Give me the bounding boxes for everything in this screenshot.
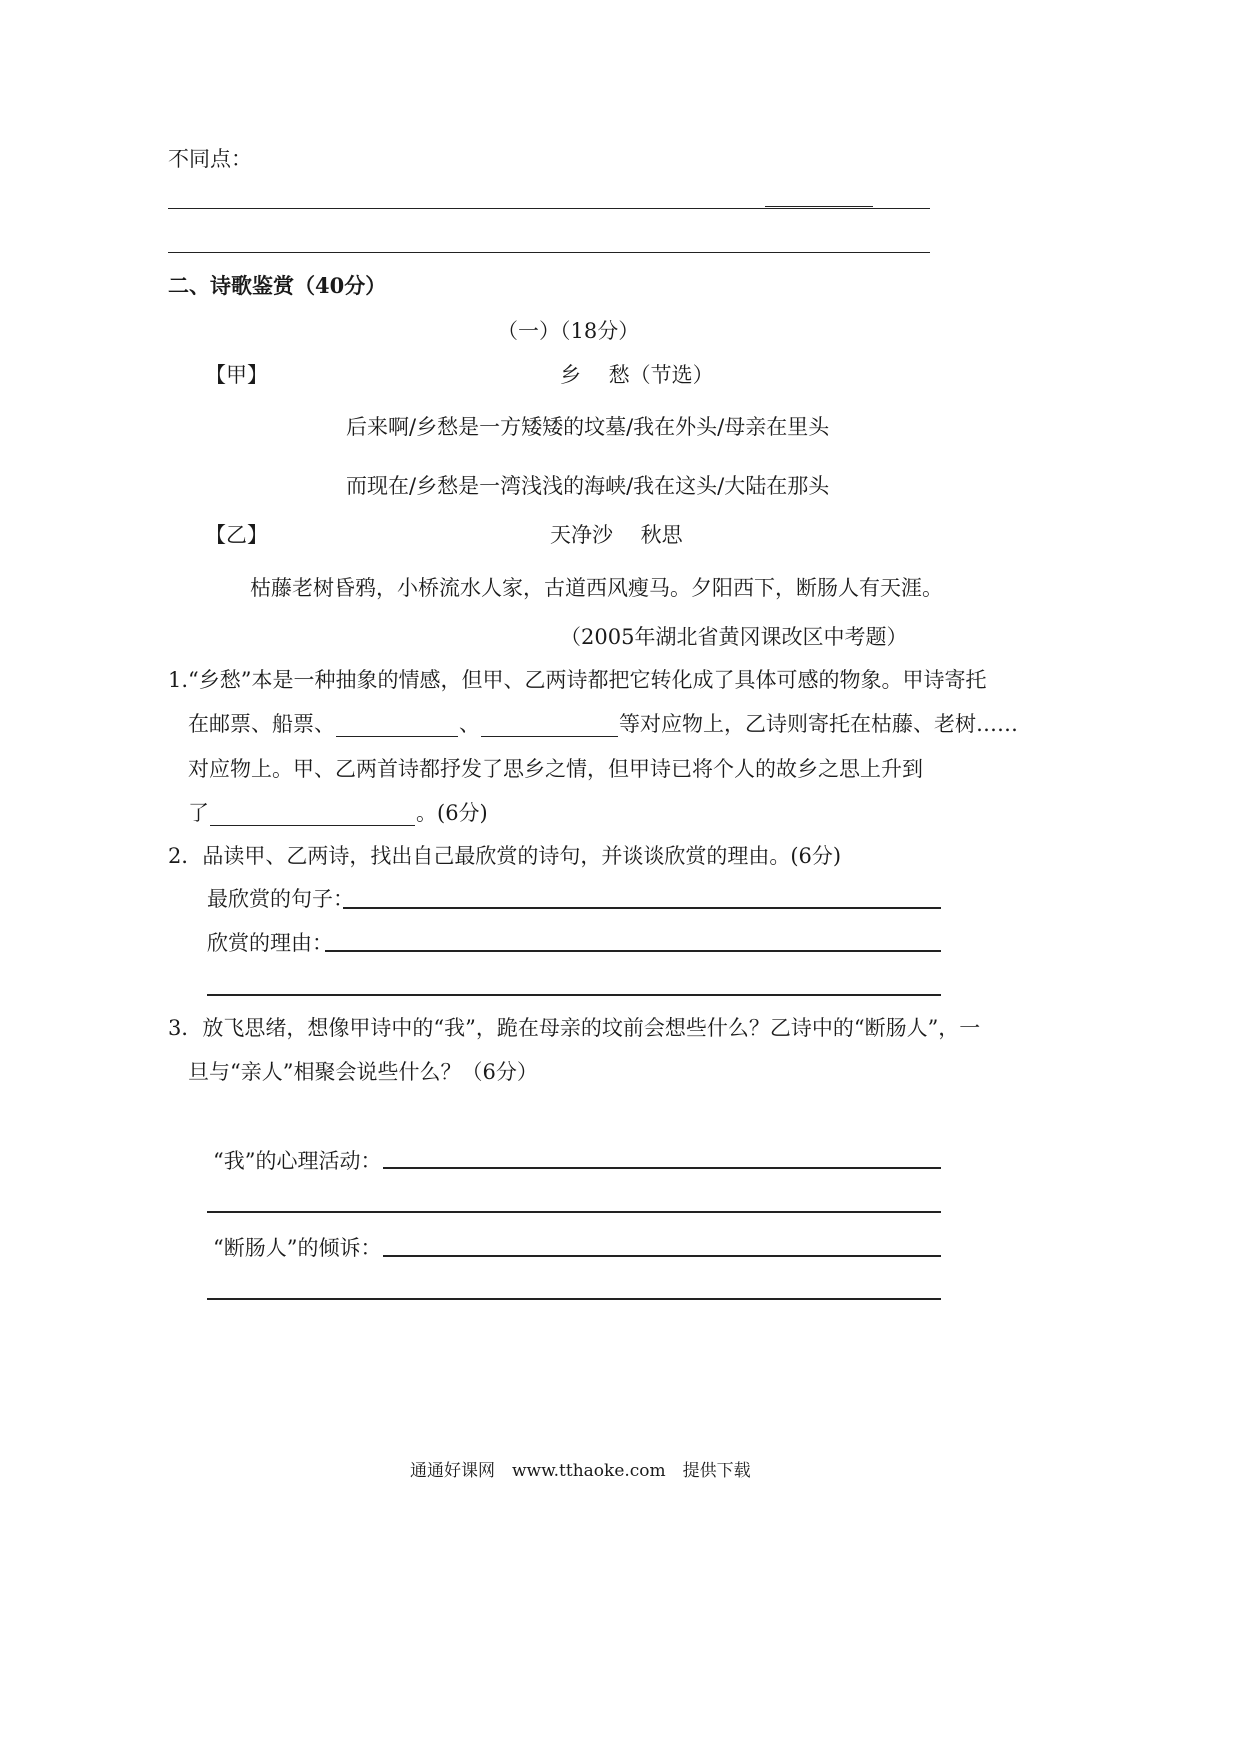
q2-field-label: 最欣赏的句子：	[207, 887, 354, 911]
page-footer: 通通好课网 www.tthaoke.com 提供下载	[410, 1461, 751, 1481]
q3-field-label: “断肠人”的倾诉：	[213, 1236, 382, 1260]
q3-answer-line[interactable]	[207, 1211, 941, 1213]
q1-text: 。(6分)	[416, 801, 488, 825]
q2-line: 2．品读甲、乙两诗，找出自己最欣赏的诗句，并谈谈欣赏的理由。(6分)	[168, 844, 842, 868]
poem-a-line: 而现在/乡愁是一湾浅浅的海峡/我在这头/大陆在那头	[346, 474, 830, 498]
section-subheading: （一）（18分）	[497, 319, 640, 343]
q1-text: 等对应物上，乙诗则寄托在枯藤、老树……	[619, 712, 1018, 736]
q3-answer-line[interactable]	[383, 1255, 941, 1257]
q2-field-label: 欣赏的理由：	[207, 931, 333, 955]
q1-blank-3[interactable]	[210, 803, 415, 826]
q2-answer-line[interactable]	[343, 907, 941, 909]
q3-field-label: “我”的心理活动：	[213, 1149, 382, 1173]
q1-line: 1.“乡愁”本是一种抽象的情感，但甲、乙两诗都把它转化成了具体可感的物象。甲诗寄托	[168, 668, 987, 692]
q1-text: 在邮票、船票、	[188, 712, 335, 736]
q1-text: 了	[188, 801, 209, 825]
poem-a-line: 后来啊/乡愁是一方矮矮的坟墓/我在外头/母亲在里头	[346, 415, 830, 439]
answer-line[interactable]	[168, 252, 930, 253]
q3-line: 旦与“亲人”相聚会说些什么？（6分）	[188, 1060, 538, 1084]
q3-answer-line[interactable]	[383, 1167, 941, 1169]
diff-label: 不同点：	[168, 147, 252, 171]
section-heading: 二、诗歌鉴赏（40分）	[168, 273, 387, 298]
poem-b-title: 天净沙 秋思	[550, 523, 683, 547]
poem-b-tag: 【乙】	[205, 523, 268, 547]
q1-blank-2[interactable]	[481, 714, 618, 737]
q3-line: 3．放飞思绪，想像甲诗中的“我”，跪在母亲的坟前会想些什么？乙诗中的“断肠人”，一	[168, 1016, 981, 1040]
q2-answer-line[interactable]	[207, 994, 941, 996]
answer-line-overlay	[765, 206, 873, 207]
q3-answer-line[interactable]	[207, 1298, 941, 1300]
q1-text: 、	[459, 712, 480, 736]
answer-line[interactable]	[168, 208, 930, 209]
source-note: （2005年湖北省黄冈课改区中考题）	[560, 625, 908, 649]
q2-answer-line[interactable]	[325, 950, 941, 952]
poem-b-line: 枯藤老树昏鸦，小桥流水人家，古道西风瘦马。夕阳西下，断肠人有天涯。	[250, 576, 943, 600]
q1-line: 对应物上。甲、乙两首诗都抒发了思乡之情，但甲诗已将个人的故乡之思上升到	[188, 757, 923, 781]
poem-a-title: 乡 愁（节选）	[560, 363, 714, 387]
poem-a-tag: 【甲】	[205, 363, 268, 387]
q1-blank-1[interactable]	[336, 714, 458, 737]
